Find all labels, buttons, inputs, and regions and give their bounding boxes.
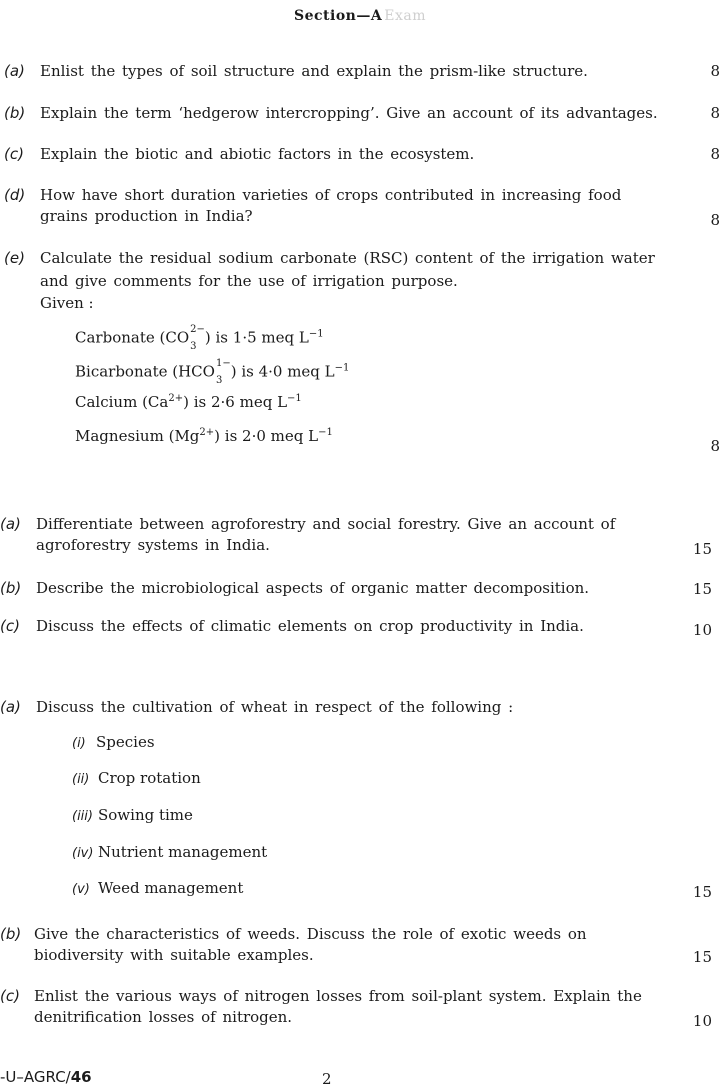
question-text: Discuss the effects of climatic elements on crop productivity in India. bbox=[36, 617, 584, 635]
list-item: (v) Weed management bbox=[72, 879, 244, 897]
question-text: Explain the biotic and abiotic factors in the ecosystem. bbox=[40, 145, 475, 163]
given-label: Given : bbox=[40, 294, 94, 312]
bleed-through-text: Exam bbox=[384, 8, 426, 24]
paper-code: -U–AGRC/46 bbox=[0, 1068, 92, 1086]
sub-question-label: (d) bbox=[4, 186, 26, 204]
sub-question-label: (c) bbox=[0, 987, 20, 1005]
question-text-line2: grains production in India? bbox=[40, 207, 253, 225]
question-text: Enlist the types of soil structure and explain the prism-like structure. bbox=[40, 62, 588, 80]
sub-question-label: (e) bbox=[4, 249, 25, 267]
given-bicarbonate: Bicarbonate ($HCO^{1-}$ $_3$) is 4·0 meq $L^{-1}$ bbox=[75, 358, 350, 387]
question-text-line1: Differentiate between agroforestry and social forestry. Give an account of bbox=[36, 515, 616, 533]
marks: 15 bbox=[692, 580, 712, 598]
question-text-line1: Give the characteristics of weeds. Discuss the role of exotic weeds on bbox=[34, 925, 587, 943]
question-text-line1: How have short duration varieties of crops contributed in increasing food bbox=[40, 186, 622, 204]
marks: 8 bbox=[710, 437, 720, 455]
list-item: (i) Species bbox=[72, 733, 155, 751]
question-1a bbox=[4, 62, 25, 80]
question-text: Describe the microbiological aspects of organic matter decomposition. bbox=[36, 579, 590, 597]
question-text-line1: Enlist the various ways of nitrogen losses from soil-plant system. Explain the bbox=[34, 987, 642, 1005]
sub-question-label: (a) bbox=[4, 62, 25, 80]
marks: 10 bbox=[692, 1012, 712, 1030]
given-calcium: Calcium $(Ca^{2+})$ is 2·6 meq $L^{-1}$ bbox=[75, 393, 302, 411]
question-text-line2: and give comments for the use of irrigation purpose. bbox=[40, 272, 458, 290]
given-carbonate: Carbonate ($CO^{2-}$ $_3$) is 1·5 meq $L^{-1}$ bbox=[75, 324, 324, 353]
marks: 15 bbox=[692, 883, 712, 901]
marks: 8 bbox=[710, 62, 720, 80]
section-heading bbox=[0, 8, 720, 24]
sub-question-label: (b) bbox=[0, 925, 22, 943]
sub-question-label: (a) bbox=[0, 515, 21, 533]
list-item: (iii) Sowing time bbox=[72, 806, 193, 824]
marks: 8 bbox=[710, 145, 720, 163]
sub-question-label: (a) bbox=[0, 698, 21, 716]
sub-question-label: (b) bbox=[4, 104, 26, 122]
question-text-line2: denitrification losses of nitrogen. bbox=[34, 1008, 293, 1026]
marks: 15 bbox=[692, 540, 712, 558]
page-number: 2 bbox=[322, 1070, 332, 1088]
list-item: (ii) Crop rotation bbox=[72, 769, 201, 787]
sub-question-label: (c) bbox=[4, 145, 24, 163]
marks: 8 bbox=[710, 104, 720, 122]
marks: 10 bbox=[692, 621, 712, 639]
sub-question-label: (b) bbox=[0, 579, 22, 597]
sub-question-label: (c) bbox=[0, 617, 20, 635]
section-title: Section—A bbox=[294, 8, 383, 24]
marks: 8 bbox=[710, 211, 720, 229]
marks: 15 bbox=[692, 948, 712, 966]
list-item: (iv) Nutrient management bbox=[72, 843, 268, 861]
question-text: Explain the term ‘hedgerow intercropping’. Give an account of its advantages. bbox=[40, 104, 658, 122]
question-text-line2: agroforestry systems in India. bbox=[36, 536, 270, 554]
question-text-line1: Calculate the residual sodium carbonate (RSC) content of the irrigation water bbox=[40, 249, 655, 267]
given-magnesium: Magnesium $(Mg^{2+})$ is 2·0 meq $L^{-1}$ bbox=[75, 427, 333, 445]
question-text-line2: biodiversity with suitable examples. bbox=[34, 946, 314, 964]
question-text: Discuss the cultivation of wheat in respect of the following : bbox=[36, 698, 514, 716]
